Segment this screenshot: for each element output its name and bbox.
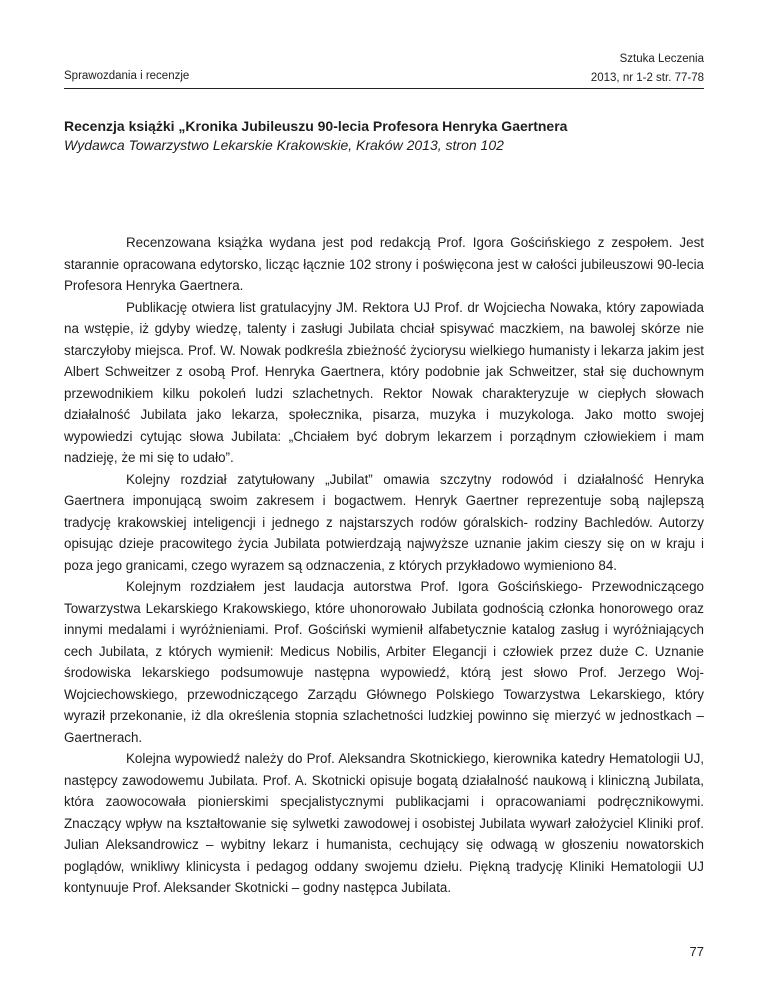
paragraph: Publikację otwiera list gratulacyjny JM. Rektora UJ Prof. dr Wojciecha Nowaka, który zapowiada na wstępie, iż gdyby wiedzę, talenty i zasługi Jubilata chciał spisywać maczkiem, na bawolej skórze nie starczyłoby miejsca. Prof. W. Nowak podkreśla zbieżność życiorysu wielkiego humanisty i lekarza jakim jest Albert Schweitzer z osobą Prof. Henryka Gaertnera, który podobnie jak Schweitzer, stał się duchownym przewodnikiem kilku pokoleń ludzi szlachetnych. Rektor Nowak charakteryzuje w ciepłych słowach działalność Jubilata jako lekarza, społecznika, pisarza, muzyka i muzykologa. Jako motto swojej wypowiedzi cytując słowa Jubilata: „Chciałem być dobrym lekarzem i porządnym człowiekiem i mam nadzieję, że mi się to udało”. bbox=[64, 299, 704, 465]
journal-name: Sztuka Leczenia bbox=[619, 53, 704, 65]
paragraph: Kolejnym rozdziałem jest laudacja autorstwa Prof. Igora Gościńskiego- Przewodniczącego Towarzystwa Lekarskiego Krakowskiego, które uhonorowało Jubilata godnością członka honorowego oraz innymi medalami i wyróżnieniami. Prof. Gościński wymienił alfabetycznie katalog zasług i wyróżniających cech Jubilata, z których wymienił: Medicus Nobilis, Arbiter Elegancji i człowiek przez duże C. Uznanie środowiska lekarskiego podsumowuje następna wypowiedź, którą jest słowo Prof. Jerzego Woj-Wojciechowskiego, przewodniczącego Zarządu Głównego Polskiego Towarzystwa Lekarskiego, który wyraził przekonanie, iż dla określenia stopnia szlachetności ludzkiej powinno się mierzyć w jednostkach – Gaertnerach. bbox=[64, 579, 704, 745]
header-rule bbox=[64, 88, 704, 89]
journal-info bbox=[591, 50, 704, 88]
article-subtitle: Wydawca Towarzystwo Lekarskie Krakowskie, Kraków 2013, stron 102 bbox=[64, 137, 504, 153]
article-title: Recenzja książki „Kronika Jubileuszu 90-lecia Profesora Henryka Gaertnera bbox=[64, 118, 568, 134]
paragraph: Recenzowana książka wydana jest pod redakcją Prof. Igora Gościńskiego z zespołem. Jest starannie opracowana edytorsko, licząc łącznie 102 strony i poświęcona jest w całości jubileuszowi 90-lecia Profesora Henryka Gaertnera. bbox=[64, 235, 704, 293]
article-body bbox=[64, 232, 704, 899]
section-label: Sprawozdania i recenzje bbox=[64, 70, 190, 82]
page-number: 77 bbox=[689, 944, 704, 959]
paragraph: Kolejny rozdział zatytułowany „Jubilat” omawia szczytny rodowód i działalność Henryka Gaertnera imponującą swoim zakresem i bogactwem. Henryk Gaertner reprezentuje sobą najlepszą tradycję krakowskiej inteligencji i jednego z najstarszych rodów góralskich- rodziny Bachledów. Autorzy opisując dzieje pracowitego życia Jubilata potwierdzają najwyższe uznanie jakim cieszy się on w kraju i poza jego granicami, czego wyrazem są odznaczenia, z których przykładowo wymieniono 84. bbox=[64, 471, 704, 573]
issue-info: 2013, nr 1-2 str. 77-78 bbox=[590, 72, 704, 84]
paragraph: Kolejna wypowiedź należy do Prof. Aleksandra Skotnickiego, kierownika katedry Hematologii UJ, następcy zawodowemu Jubilata. Prof. A. Skotnicki opisuje bogatą działalność naukową i kliniczną Jubilata, która zaowocowała pionierskimi specjalistycznymi publikacjami i opracowaniami podręcznikowymi. Znaczący wpływ na kształtowanie się sylwetki zawodowej i osobistej Jubilata wywarł założyciel Kliniki prof. Julian Aleksandrowicz – wybitny lekarz i humanista, cechujący się odwagą w głoszeniu nowatorskich poglądów, wnikliwy klinicysta i pedagog oddany swojemu dziełu. Piękną tradycję Kliniki Hematologii UJ kontynuuje Prof. Aleksander Skotnicki – godny następca Jubilata. bbox=[64, 751, 704, 895]
